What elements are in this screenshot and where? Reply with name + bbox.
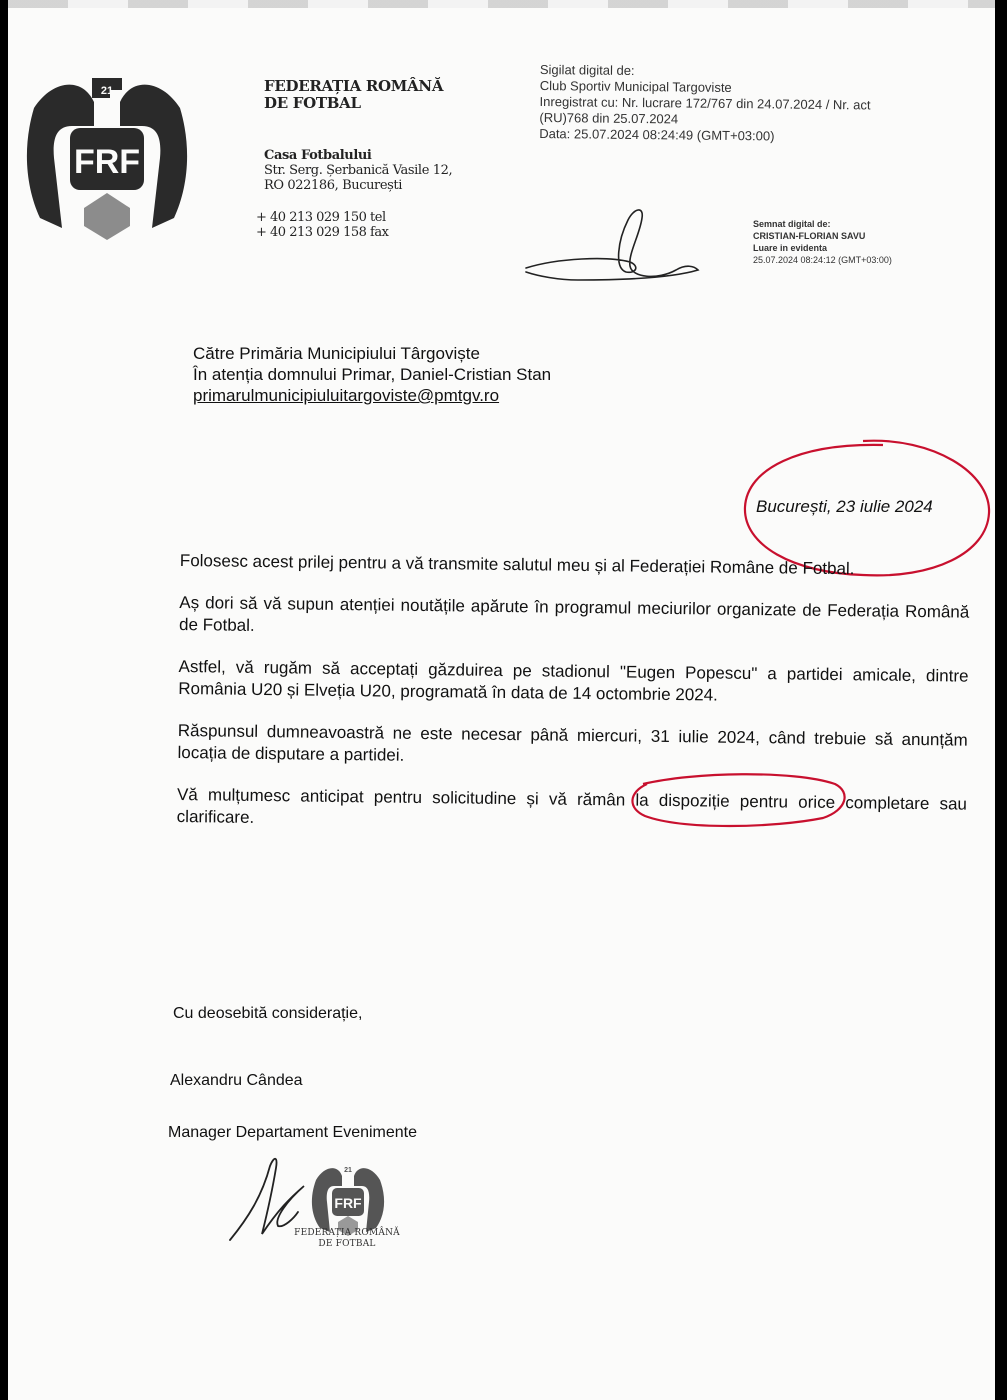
- seal-line4: (RU)768 din 25.07.2024: [539, 109, 679, 127]
- paragraph-5: Vă mulțumesc anticipat pentru solicitudine și vă rămân la dispoziție pentru orice completare sau clarificare.: [176, 784, 968, 827]
- org-address: [264, 148, 452, 193]
- address-street: Str. Serg. Șerbanică Vasile 12,: [264, 163, 453, 178]
- letter-page: [8, 0, 995, 1400]
- seal-line5: Data: 25.07.2024 08:24:49 (GMT+03:00): [539, 125, 775, 144]
- signed-line2: CRISTIAN-FLORIAN SAVU: [753, 231, 866, 241]
- stamp-logo-text: FRF: [334, 1195, 362, 1211]
- seal-line2: Club Sportiv Municipal Targoviste: [539, 77, 732, 96]
- paragraph-3: Astfel, vă rugăm să acceptați găzduirea pe stadionul "Eugen Popescu" a partidei amicale, dintre România U20 și Elveția U20, programată în data de 14 octombrie 2024.: [178, 656, 969, 705]
- signer-name: Alexandru Cândea: [170, 1072, 303, 1089]
- phone-number: + 40 213 029 150 tel: [256, 210, 386, 225]
- stamp-logo-number: 21: [344, 1167, 352, 1174]
- paragraph-4: [177, 720, 967, 774]
- logo-text: FRF: [73, 143, 141, 181]
- paragraph-2: Aș dori să vă supun atenției noutățile apărute în programul meciurilor organizate de Federația Română de Fotbal.: [178, 592, 970, 635]
- deadline-lead: Răspunsul dumneavoastră ne este necesar până: [177, 720, 578, 745]
- signer-role: Manager Departament Evenimente: [168, 1124, 418, 1141]
- org-name-line1: FEDERAȚIA ROMÂNĂ: [264, 77, 444, 95]
- seal-line1: Sigilat digital de:: [539, 62, 635, 78]
- recipient-email[interactable]: primarulmunicipiuluitargoviste@pmtgv.ro: [193, 386, 500, 405]
- address-building: Casa Fotbalului: [264, 148, 372, 163]
- logo-number: 21: [100, 85, 114, 97]
- signed-line1: Semnat digital de:: [753, 219, 831, 229]
- recipient-block: [193, 343, 551, 406]
- deadline-tail: , când trebuie să anunțăm locația de disputare a partidei.: [177, 728, 968, 765]
- stamp-text: [292, 1228, 402, 1250]
- address-city: RO 022186, București: [264, 178, 403, 193]
- digital-signature-block: [753, 218, 953, 266]
- recipient-line2: În atenția domnului Primar, Daniel-Cristian Stan: [193, 365, 552, 384]
- scan-edge: [8, 0, 995, 8]
- stamp-line1: FEDERAȚIA ROMÂNĂ: [294, 1228, 400, 1238]
- seal-line3: Inregistrat cu: Nr. lucrare 172/767 din 24.07.2024 / Nr. act: [539, 93, 871, 113]
- deadline-highlight-circle: [623, 770, 853, 830]
- digital-seal-block: [539, 62, 960, 146]
- signed-line3: Luare in evidenta: [753, 243, 828, 253]
- frf-logo: [22, 68, 192, 243]
- fax-number: + 40 213 029 158 fax: [256, 225, 389, 240]
- signed-line4: 25.07.2024 08:24:12 (GMT+03:00): [753, 255, 892, 265]
- org-name: [264, 78, 443, 112]
- stamp-logo: [308, 1158, 388, 1238]
- deadline-date: miercuri, 31 iulie 2024: [576, 725, 756, 748]
- closing-formula: Cu deosebită considerație,: [173, 1005, 363, 1022]
- paragraph-1: Folosesc acest prilej pentru a vă transmite salutul meu și al Federației Române de Fotbal.: [179, 550, 855, 579]
- letter-date: București, 23 iulie 2024: [756, 497, 933, 516]
- org-contacts: [256, 210, 388, 240]
- recipient-line1: Către Primăria Municipiului Târgoviște: [193, 344, 480, 363]
- org-name-line2: DE FOTBAL: [264, 94, 361, 112]
- handwritten-signature: [518, 200, 708, 290]
- stamp-line2: DE FOTBAL: [318, 1239, 376, 1249]
